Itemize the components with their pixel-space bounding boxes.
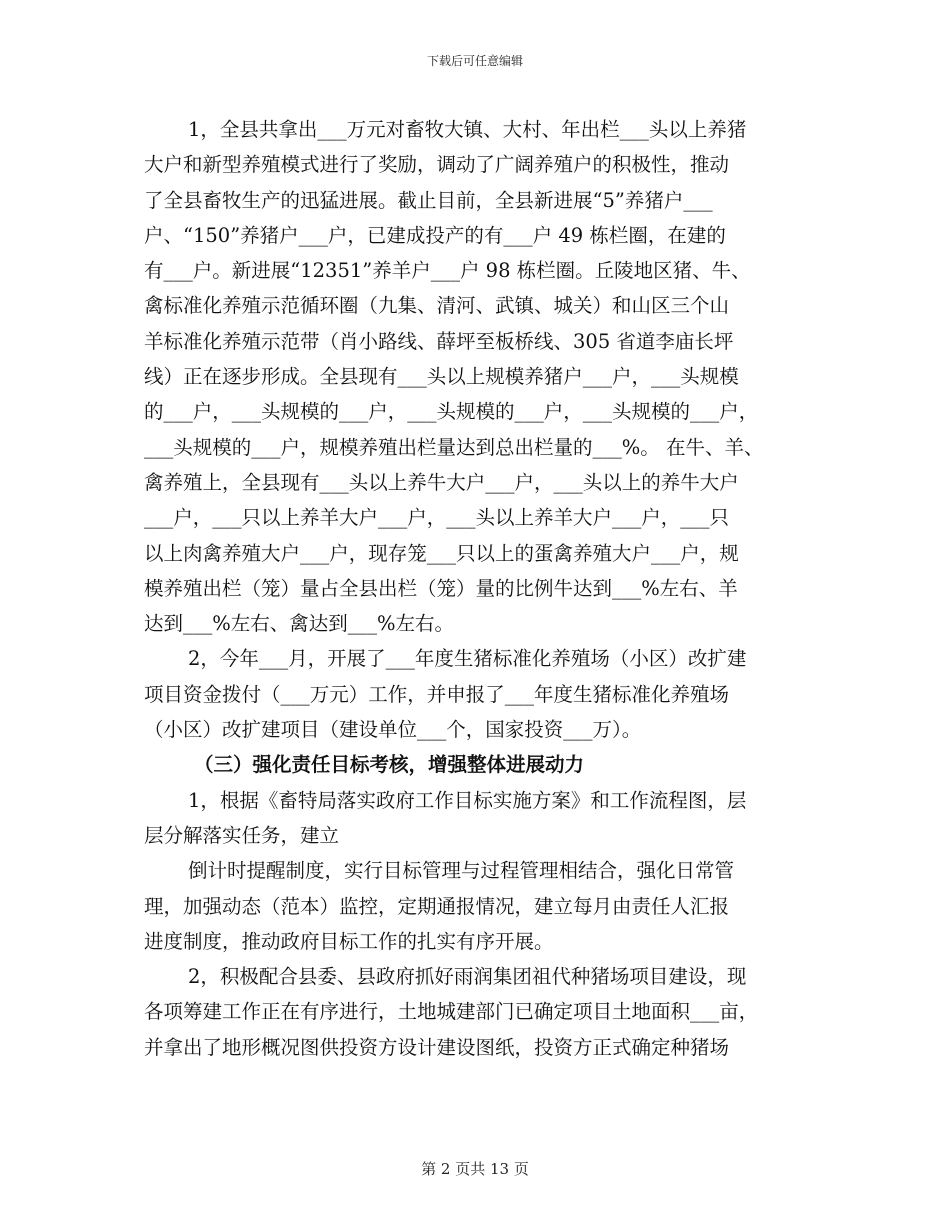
text-line: 禽标准化养殖示范循环圈（九集、清河、武镇、城关）和山区三个山 — [144, 294, 730, 318]
text-line: 有___户。新进展“12351”养羊户___户 98 栋栏圈。丘陵地区猪、牛、 — [144, 259, 751, 283]
text-line: 了全县畜牧生产的迅猛进展。截止目前，全县新进展“5”养猪户___ — [144, 188, 713, 212]
text-line: 2，积极配合县委、县政府抓好雨润集团祖代种猪场项目建设，现 — [188, 965, 747, 989]
text-line: 羊标准化养殖示范带（肖小路线、薛坪至板桥线、305 省道李庙长坪 — [144, 329, 734, 353]
text-line: ___户，___只以上养羊大户___户，___头以上养羊大户___户，___只 — [144, 506, 730, 530]
text-line: 层分解落实任务，建立 — [144, 823, 340, 847]
text-line: 并拿出了地形概况图供投资方设计建设图纸，投资方正式确定种猪场 — [144, 1035, 730, 1059]
text-line: 模养殖出栏（笼）量占全县出栏（笼）量的比例牛达到___%左右、羊 — [144, 576, 738, 600]
text-line: ___头规模的___户，规模养殖出栏量达到总出栏量的___%。 在牛、羊、 — [144, 435, 764, 459]
text-line: 以上肉禽养殖大户___户，现存笼___只以上的蛋禽养殖大户___户，规 — [144, 541, 739, 565]
text-line: 项目资金拨付（___万元）工作，并申报了___年度生猪标准化养殖场 — [144, 682, 730, 706]
text-line: 进度制度，推动政府目标工作的扎实有序开展。 — [144, 929, 554, 953]
text-line: 户、“150”养猪户___户，已建成投产的有___户 49 栋栏圈，在建的 — [144, 223, 726, 247]
text-line: 达到___%左右、禽达到___%左右。 — [144, 612, 455, 636]
section-heading: （三）强化责任目标考核，增强整体进展动力 — [194, 753, 585, 777]
text-line: 2，今年___月，开展了___年度生猪标准化养殖场（小区）改扩建 — [188, 647, 747, 671]
text-line: 的___户，___头规模的___户，___头规模的___户，___头规模的___户， — [144, 400, 759, 424]
page-footer: 第 2 页共 13 页 — [421, 1160, 529, 1178]
document-body — [144, 112, 809, 1065]
text-line: （小区）改扩建项目（建设单位___个，国家投资___万）。 — [144, 718, 642, 742]
page-header: 下载后可任意编辑 — [426, 54, 523, 68]
text-line: 倒计时提醒制度，实行目标管理与过程管理相结合，强化日常管 — [188, 859, 735, 883]
text-line: 线）正在逐步形成。全县现有___头以上规模养猪户___户，___头规模 — [144, 365, 739, 389]
text-line: 1，根据《畜特局落实政府工作目标实施方案》和工作流程图，层 — [188, 788, 747, 812]
text-line: 大户和新型养殖模式进行了奖励，调动了广阔养殖户的积极性，推动 — [144, 153, 730, 177]
text-line: 禽养殖上，全县现有___头以上养牛大户___户，___头以上的养牛大户 — [144, 470, 739, 494]
text-line: 各项筹建工作正在有序进行，土地城建部门已确定项目土地面积___亩， — [144, 1000, 759, 1024]
text-line: 理，加强动态（范本）监控，定期通报情况，建立每月由责任人汇报 — [144, 894, 730, 918]
text-line: 1，全县共拿出___万元对畜牧大镇、大村、年出栏___头以上养猪 — [188, 118, 747, 141]
